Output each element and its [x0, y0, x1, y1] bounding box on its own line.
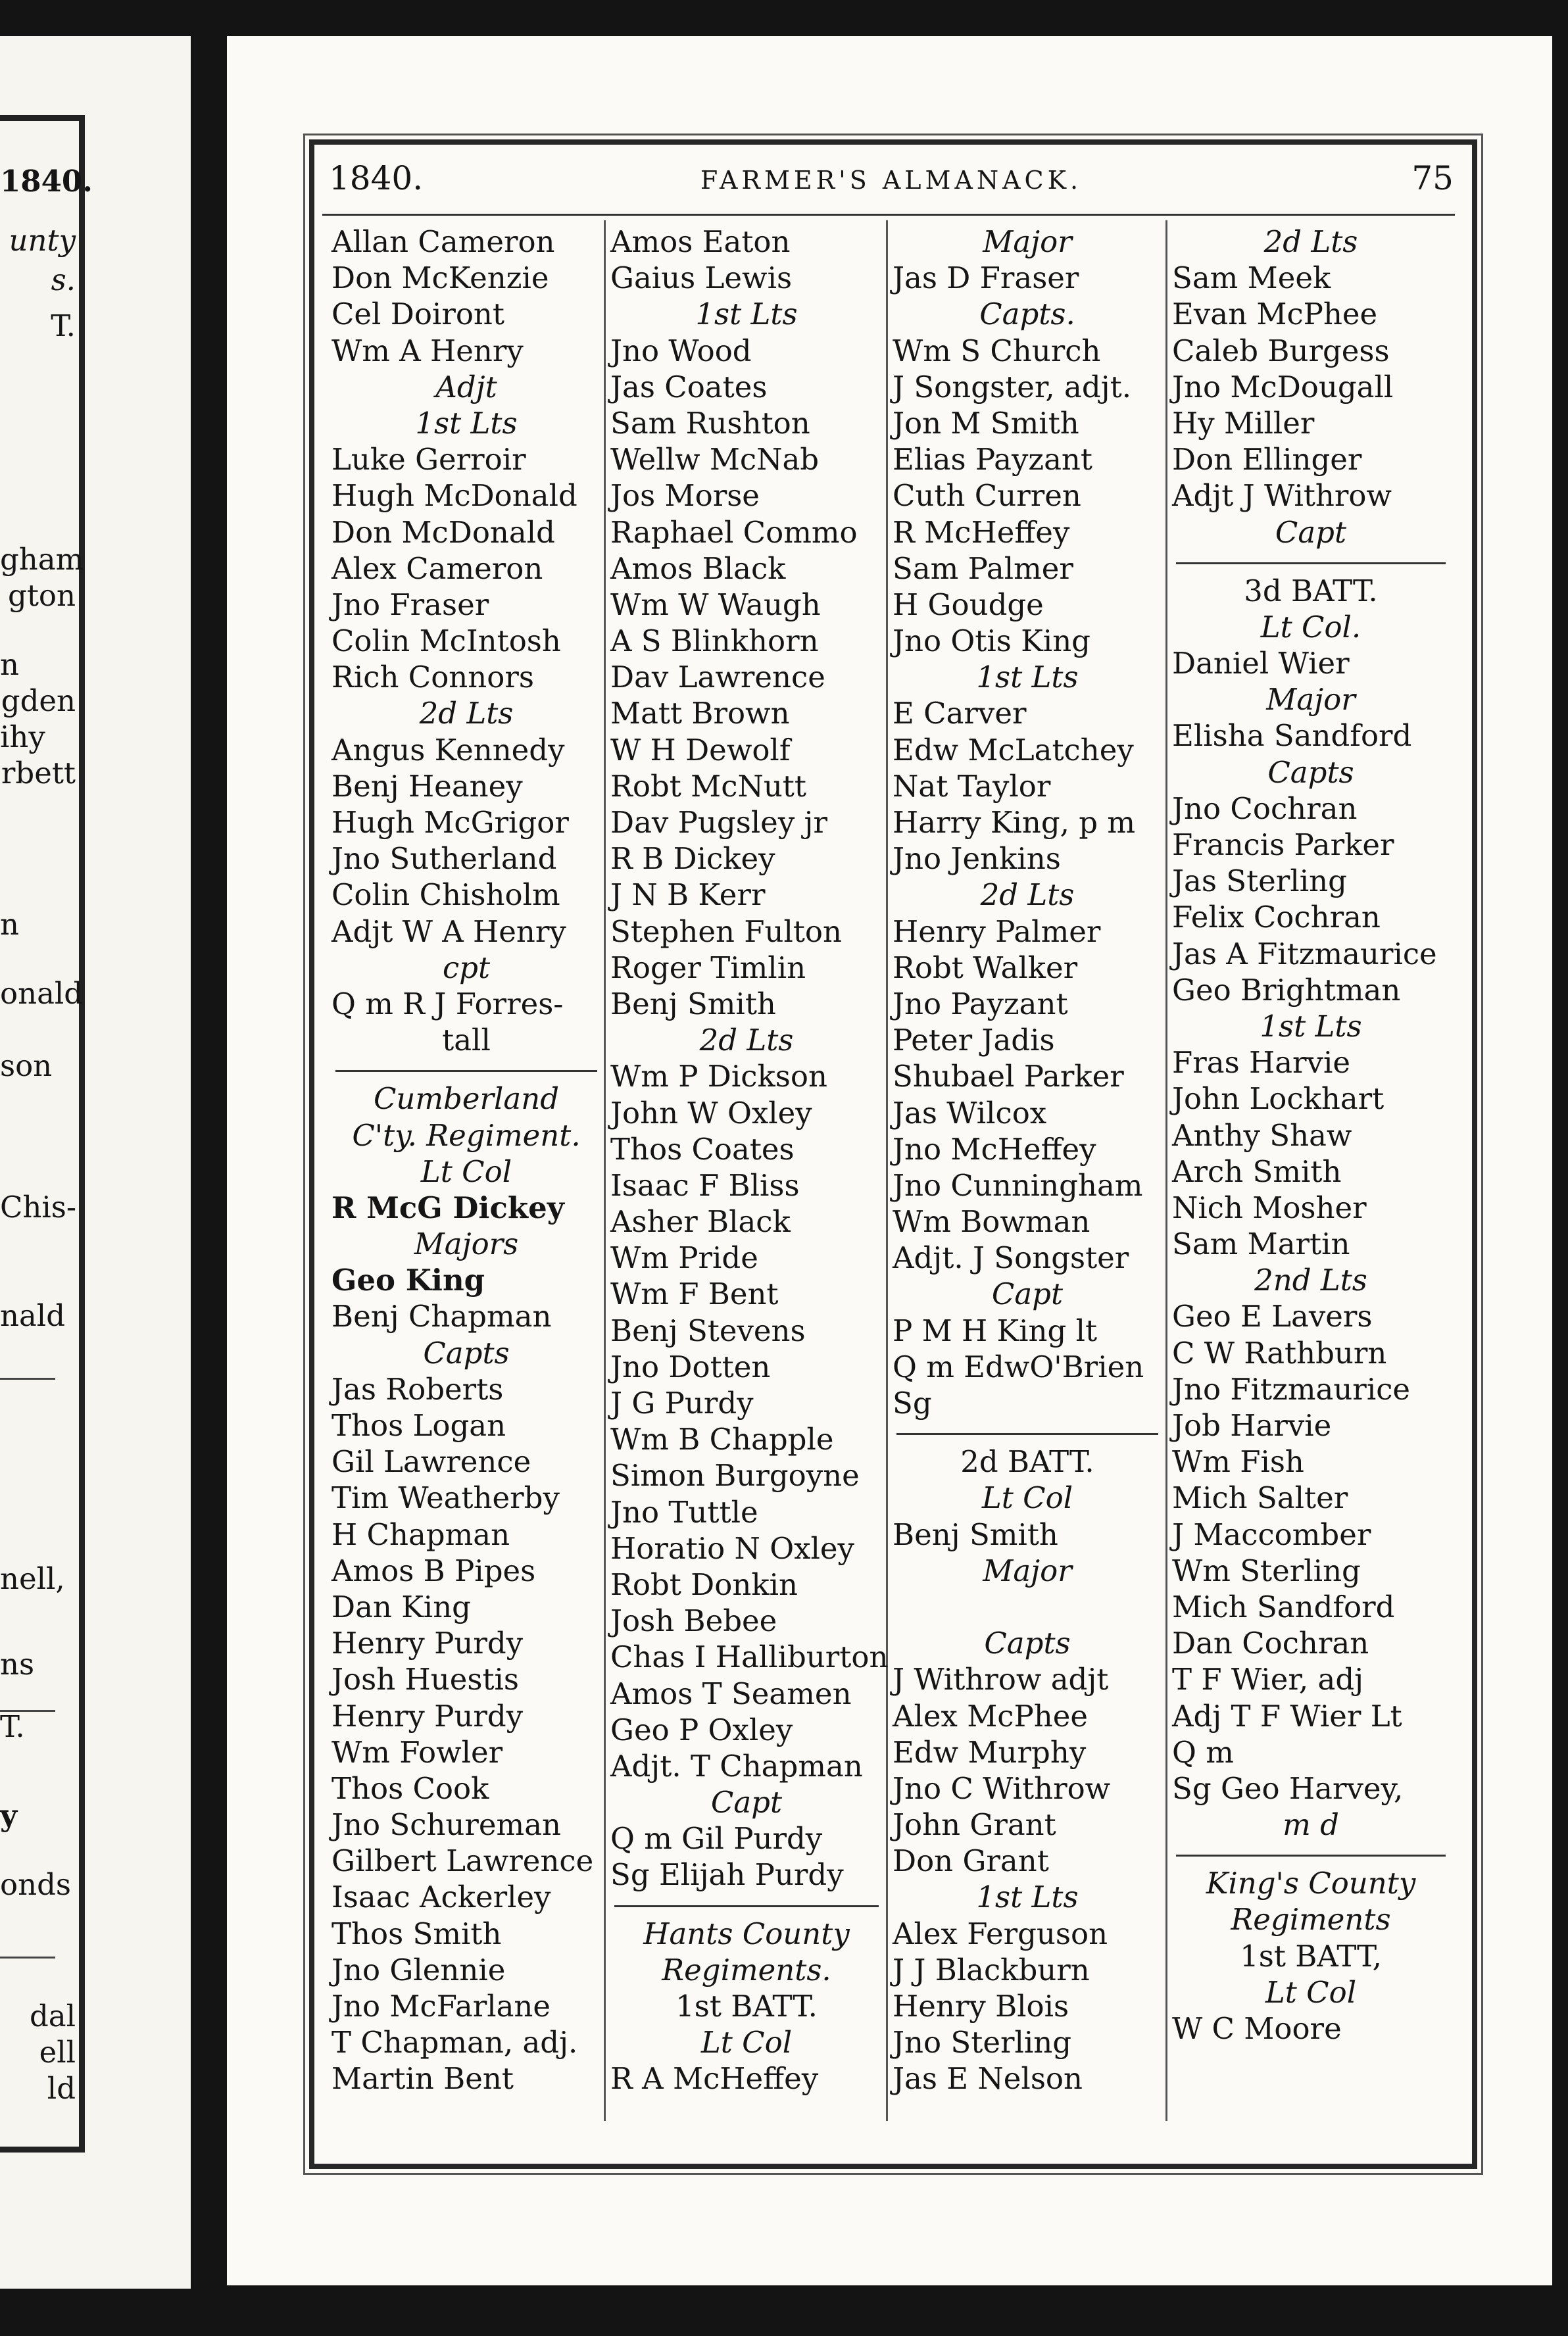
roster-entry: Jas Coates [610, 369, 768, 404]
roster-entry: Angus Kennedy [331, 732, 565, 767]
facing-page-text-fragment: Chis- [0, 1190, 77, 1225]
column-divider [604, 220, 606, 2121]
roster-entry: Edw Murphy [893, 1734, 1087, 1770]
roster-entry: J G Purdy [610, 1386, 754, 1421]
rank-heading: Capt [1275, 514, 1347, 550]
roster-entry: Henry Purdy [331, 1698, 524, 1734]
roster-entry: W H Dewolf [610, 732, 791, 767]
section-rule [335, 1070, 597, 1072]
rank-heading: Lt Col [700, 2025, 793, 2060]
rank-heading: Majors [414, 1227, 519, 1262]
roster-entry: R A McHeffey [610, 2061, 819, 2097]
roster-entry: Simon Burgoyne [610, 1458, 860, 1494]
roster-entry: Wm Fowler [331, 1734, 503, 1770]
roster-entry: Nich Mosher [1172, 1190, 1367, 1225]
roster-entry: Jno Schureman [331, 1807, 562, 1843]
page-header [329, 159, 1454, 212]
roster-column-2 [610, 224, 889, 2097]
roster-entry: Mich Sandford [1172, 1589, 1395, 1624]
roster-entry: Thos Coates [610, 1131, 795, 1167]
roster-entry: Thos Cook [331, 1770, 489, 1806]
roster-entry: Cel Doiront [331, 297, 504, 332]
roster-entry: Robt Donkin [610, 1567, 798, 1602]
roster-entry: Colin McIntosh [331, 623, 561, 659]
rank-heading: m d [1283, 1807, 1339, 1843]
column-divider [1165, 220, 1167, 2121]
roster-entry: Jno McDougall [1172, 369, 1394, 404]
roster-entry: P M H King lt [893, 1313, 1098, 1348]
roster-entry: Daniel Wier [1172, 646, 1350, 681]
rank-heading: 2d Lts [980, 877, 1075, 913]
roster-entry: J J Blackburn [893, 1952, 1090, 1987]
roster-entry: John Lockhart [1172, 1081, 1384, 1117]
facing-page-text-fragment: rbett [1, 756, 76, 791]
roster-entry: Dav Lawrence [610, 660, 825, 695]
roster-entry: Arch Smith [1172, 1154, 1342, 1189]
facing-page-text-fragment: ns [0, 1647, 35, 1682]
roster-entry: Gil Lawrence [331, 1444, 531, 1480]
roster-entry: Wm F Bent [610, 1277, 779, 1312]
roster-entry: Amos Black [610, 550, 786, 586]
roster-entry: Jno Glennie [331, 1952, 506, 1987]
roster-entry: Hugh McDonald [331, 478, 577, 514]
roster-entry: Dan Cochran [1172, 1626, 1369, 1661]
rank-heading: Major [983, 224, 1072, 259]
roster-entry: Sg Elijah Purdy [610, 1857, 844, 1893]
roster-entry: Robt McNutt [610, 768, 806, 804]
roster-entry: C W Rathburn [1172, 1335, 1387, 1371]
roster-entry: John Grant [893, 1807, 1056, 1843]
facing-page-text-fragment: T. [51, 308, 76, 343]
roster-entry: Gilbert Lawrence [331, 1843, 594, 1879]
roster-entry: Don McDonald [331, 514, 555, 550]
roster-entry: Jno Wood [610, 333, 752, 368]
roster-entry: Benj Smith [893, 1517, 1058, 1552]
section-rule [1176, 1855, 1446, 1857]
facing-page-text-fragment: n [0, 647, 19, 682]
roster-entry: Amos T Seamen [610, 1676, 852, 1711]
roster-entry: Josh Bebee [610, 1603, 777, 1639]
roster-entry: Rich Connors [331, 660, 534, 695]
roster-entry: Geo E Lavers [1172, 1299, 1373, 1334]
roster-entry: Wm W Waugh [610, 587, 821, 622]
roster-entry: Mich Salter [1172, 1480, 1348, 1516]
rank-heading: C'ty. Regiment. [352, 1117, 581, 1153]
roster-entry: H Goudge [893, 587, 1044, 622]
roster-entry: R McG Dickey [331, 1190, 564, 1225]
facing-page-text-fragment: s. [51, 262, 76, 297]
roster-entry: Jas Wilcox [893, 1095, 1047, 1131]
rank-heading: 1st BATT. [675, 1989, 818, 2024]
rank-heading: Lt Col [420, 1154, 512, 1189]
roster-entry: Gaius Lewis [610, 260, 793, 296]
roster-entry: Jno Sterling [893, 2025, 1072, 2060]
roster-entry: Tim Weatherby [331, 1480, 560, 1516]
roster-entry: Adjt J Withrow [1172, 478, 1392, 514]
rank-heading: 2nd Lts [1254, 1263, 1367, 1298]
roster-entry: Isaac Ackerley [331, 1880, 551, 1915]
roster-entry: J Songster, adjt. [893, 369, 1132, 404]
roster-entry: Wm Bowman [893, 1204, 1090, 1240]
roster-entry: Wm B Chapple [610, 1422, 834, 1457]
roster-entry: Jno Sutherland [331, 841, 557, 877]
rank-heading: 3d BATT. [1244, 573, 1378, 608]
rank-heading: Capts [1267, 754, 1354, 790]
rank-heading: Hants County [643, 1916, 850, 1951]
roster-entry: Wm Sterling [1172, 1553, 1361, 1588]
facing-page-text-fragment: gden [1, 683, 76, 718]
roster-entry: Job Harvie [1172, 1408, 1332, 1443]
roster-entry: Geo King [331, 1263, 485, 1298]
rank-heading: Regiments [1231, 1902, 1391, 1937]
facing-page-text-fragment: n [0, 907, 19, 942]
rank-heading: Adjt [435, 369, 497, 404]
facing-page-text-fragment: nald [0, 1298, 66, 1333]
roster-entry: Harry King, p m [893, 805, 1136, 840]
section-rule [896, 1433, 1158, 1435]
roster-entry: Asher Black [610, 1204, 791, 1240]
roster-entry: Jno Cunningham [893, 1167, 1143, 1203]
roster-entry: Jno Fraser [331, 587, 489, 622]
roster-column-3 [893, 224, 1162, 2097]
roster-entry: Alex McPhee [893, 1698, 1089, 1734]
facing-page-text-fragment: onds [0, 1867, 71, 1902]
roster-entry: J N B Kerr [610, 877, 766, 913]
roster-entry: Jno Tuttle [610, 1494, 758, 1530]
rank-heading: 2d Lts [699, 1023, 794, 1058]
rank-heading: 1st BATT, [1240, 1938, 1382, 1974]
roster-entry: Wm S Church [893, 333, 1101, 368]
facing-page-rule [0, 1710, 55, 1712]
roster-entry: Francis Parker [1172, 827, 1394, 862]
roster-entry: Fras Harvie [1172, 1045, 1350, 1081]
roster-entry: Henry Palmer [893, 913, 1101, 949]
roster-entry: Shubael Parker [893, 1059, 1124, 1094]
roster-entry: Adjt. T Chapman [610, 1748, 863, 1784]
rank-heading: 1st Lts [1260, 1008, 1362, 1044]
roster-entry: Sam Palmer [893, 550, 1073, 586]
roster-entry: Matt Brown [610, 696, 790, 731]
roster-entry: Evan McPhee [1172, 297, 1378, 332]
roster-entry: Jno Payzant [893, 986, 1068, 1021]
roster-entry: Jno C Withrow [893, 1770, 1111, 1806]
roster-entry: Geo P Oxley [610, 1712, 793, 1747]
roster-entry: Isaac F Bliss [610, 1167, 800, 1203]
roster-entry: Jas D Fraser [893, 260, 1079, 296]
facing-page-text-fragment: onald [0, 976, 84, 1011]
facing-page-text-fragment: son [0, 1048, 53, 1083]
roster-entry: Adjt W A Henry [331, 913, 566, 949]
roster-entry: W C Moore [1172, 2011, 1342, 2046]
roster-entry: Don Grant [893, 1843, 1049, 1879]
roster-entry: Jno Fitzmaurice [1172, 1371, 1411, 1407]
header-year: 1840. [329, 159, 424, 197]
rank-heading: 1st Lts [695, 297, 798, 332]
header-page-number: 75 [1411, 159, 1454, 197]
rank-heading: King's County [1206, 1866, 1416, 1901]
roster-entry: Jos Morse [610, 478, 760, 514]
roster-entry: Dav Pugsley jr [610, 805, 828, 840]
roster-entry: Luke Gerroir [331, 442, 526, 477]
rank-heading: tall [442, 1023, 491, 1058]
roster-entry: Henry Blois [893, 1989, 1069, 2024]
roster-entry: J Maccomber [1172, 1517, 1371, 1552]
roster-entry: Thos Logan [331, 1408, 506, 1443]
roster-entry: J Withrow adjt [893, 1662, 1109, 1697]
rank-heading: Major [1266, 682, 1356, 718]
rank-heading: Major [983, 1553, 1072, 1588]
rank-heading: Capts [984, 1626, 1071, 1661]
roster-entry: Thos Smith [331, 1916, 502, 1951]
roster-entry: Benj Smith [610, 986, 776, 1021]
roster-entry: Horatio N Oxley [610, 1530, 854, 1566]
rank-heading: 2d Lts [1263, 224, 1358, 259]
rank-heading: 1st Lts [976, 660, 1079, 695]
roster-entry: Peter Jadis [893, 1023, 1055, 1058]
facing-page-text-fragment: gham [0, 542, 84, 577]
roster-entry: Hy Miller [1172, 405, 1315, 441]
column-divider [886, 220, 888, 2121]
header-rule [322, 214, 1455, 216]
rank-heading: Capts. [979, 297, 1075, 332]
facing-page-text-fragment: ihy [0, 719, 45, 754]
header-title: FARMER'S ALMANACK. [700, 166, 1083, 195]
roster-entry: Jon M Smith [893, 405, 1079, 441]
roster-entry: Anthy Shaw [1172, 1117, 1352, 1153]
facing-page-text-fragment: ld [47, 2071, 76, 2106]
roster-entry: Sg [893, 1386, 932, 1421]
rank-heading: Lt Col. [1260, 609, 1361, 645]
rank-heading: 2d BATT. [960, 1444, 1094, 1480]
facing-page-text-fragment: nell, [0, 1561, 65, 1596]
roster-entry: Sam Martin [1172, 1227, 1350, 1262]
roster-entry: Elisha Sandford [1172, 718, 1412, 754]
roster-entry: Jno Jenkins [893, 841, 1061, 877]
roster-entry: Jas Sterling [1172, 864, 1347, 899]
roster-entry: Adjt. J Songster [893, 1240, 1129, 1276]
roster-entry: John W Oxley [610, 1095, 812, 1131]
facing-page-text-fragment: ell [39, 2035, 76, 2070]
roster-entry: Josh Huestis [331, 1662, 520, 1697]
roster-entry: Amos B Pipes [331, 1553, 536, 1588]
roster-entry: Robt Walker [893, 950, 1078, 985]
roster-entry: Wm P Dickson [610, 1059, 827, 1094]
rank-heading: Regiments. [662, 1952, 831, 1987]
roster-entry: Roger Timlin [610, 950, 806, 985]
facing-page-border [0, 115, 93, 2153]
rank-heading: 2d Lts [419, 696, 514, 731]
roster-entry: T Chapman, adj. [331, 2025, 578, 2060]
roster-entry: Wm Pride [610, 1240, 758, 1276]
rank-heading: Capt [710, 1785, 783, 1820]
roster-entry: Colin Chisholm [331, 877, 560, 913]
roster-entry: Henry Purdy [331, 1626, 524, 1661]
roster-entry: Edw McLatchey [893, 732, 1134, 767]
facing-page-rule [0, 1957, 55, 1959]
roster-column-1 [331, 224, 601, 2097]
facing-page-rule [0, 1378, 55, 1380]
roster-entry: Jas A Fitzmaurice [1172, 936, 1437, 971]
roster-entry: A S Blinkhorn [610, 623, 819, 659]
section-rule [1176, 562, 1446, 564]
roster-entry: Cuth Curren [893, 478, 1081, 514]
roster-entry: Jas Roberts [331, 1371, 504, 1407]
roster-entry: E Carver [893, 696, 1027, 731]
rank-heading: cpt [442, 950, 491, 985]
roster-entry: R B Dickey [610, 841, 775, 877]
roster-entry: Martin Bent [331, 2061, 514, 2097]
roster-entry: Benj Chapman [331, 1299, 552, 1334]
roster-entry: Nat Taylor [893, 768, 1051, 804]
roster-entry: Allan Cameron [331, 224, 555, 259]
roster-entry: Q m R J Forres- [331, 986, 564, 1021]
roster-entry: Don McKenzie [331, 260, 549, 296]
roster-entry: Wellw McNab [610, 442, 820, 477]
roster-entry: Q m EdwO'Brien [893, 1349, 1144, 1384]
roster-entry: Sg Geo Harvey, [1172, 1770, 1404, 1806]
roster-entry: Alex Ferguson [893, 1916, 1108, 1951]
roster-entry: Jno McHeffey [893, 1131, 1096, 1167]
roster-entry: Don Ellinger [1172, 442, 1362, 477]
roster-entry: Felix Cochran [1172, 900, 1381, 935]
roster-entry: Raphael Commo [610, 514, 858, 550]
roster-entry: T F Wier, adj [1172, 1662, 1364, 1697]
roster-entry: Stephen Fulton [610, 913, 843, 949]
rank-heading: 1st Lts [976, 1880, 1079, 1915]
roster-entry: Alex Cameron [331, 550, 543, 586]
roster-entry: Jno Cochran [1172, 791, 1358, 826]
facing-page-text-fragment: gton [8, 578, 76, 613]
roster-entry: Jno McFarlane [331, 1989, 551, 2024]
roster-column-4 [1172, 224, 1450, 2047]
rank-heading: Lt Col [1265, 1974, 1357, 2010]
roster-entry: Amos Eaton [610, 224, 791, 259]
facing-page-text-fragment: T. [0, 1709, 25, 1744]
roster-entry: Benj Stevens [610, 1313, 806, 1348]
roster-entry: H Chapman [331, 1517, 510, 1552]
roster-entry: Geo Brightman [1172, 972, 1401, 1008]
roster-entry: Elias Payzant [893, 442, 1092, 477]
blank-line [893, 1589, 1162, 1625]
rank-heading: Capt [991, 1277, 1064, 1312]
section-rule [614, 1905, 879, 1907]
rank-heading: Capts [423, 1335, 510, 1371]
roster-entry: Caleb Burgess [1172, 333, 1390, 368]
roster-entry: Q m [1172, 1734, 1234, 1770]
facing-page-text-fragment: y [0, 1798, 18, 1833]
roster-entry: Jas E Nelson [893, 2061, 1083, 2097]
roster-entry: Hugh McGrigor [331, 805, 569, 840]
roster-entry: Wm A Henry [331, 333, 524, 368]
rank-heading: Cumberland [373, 1081, 560, 1117]
roster-entry: Jno Otis King [893, 623, 1090, 659]
roster-entry: Dan King [331, 1589, 471, 1624]
facing-page-text-fragment: dal [29, 1999, 76, 2033]
roster-entry: Wm Fish [1172, 1444, 1304, 1480]
roster-entry: Chas I Halliburton [610, 1640, 889, 1675]
roster-entry: R McHeffey [893, 514, 1070, 550]
roster-entry: Adj T F Wier Lt [1172, 1698, 1402, 1734]
rank-heading: Lt Col [981, 1480, 1073, 1516]
roster-entry: Benj Heaney [331, 768, 523, 804]
rank-heading: 1st Lts [415, 405, 518, 441]
facing-page-text-fragment: 1840. [0, 164, 93, 199]
roster-entry: Jno Dotten [610, 1349, 771, 1384]
facing-page-text-fragment: unty [9, 223, 76, 258]
roster-entry: Sam Rushton [610, 405, 810, 441]
roster-entry: Sam Meek [1172, 260, 1331, 296]
roster-entry: Q m Gil Purdy [610, 1821, 823, 1857]
